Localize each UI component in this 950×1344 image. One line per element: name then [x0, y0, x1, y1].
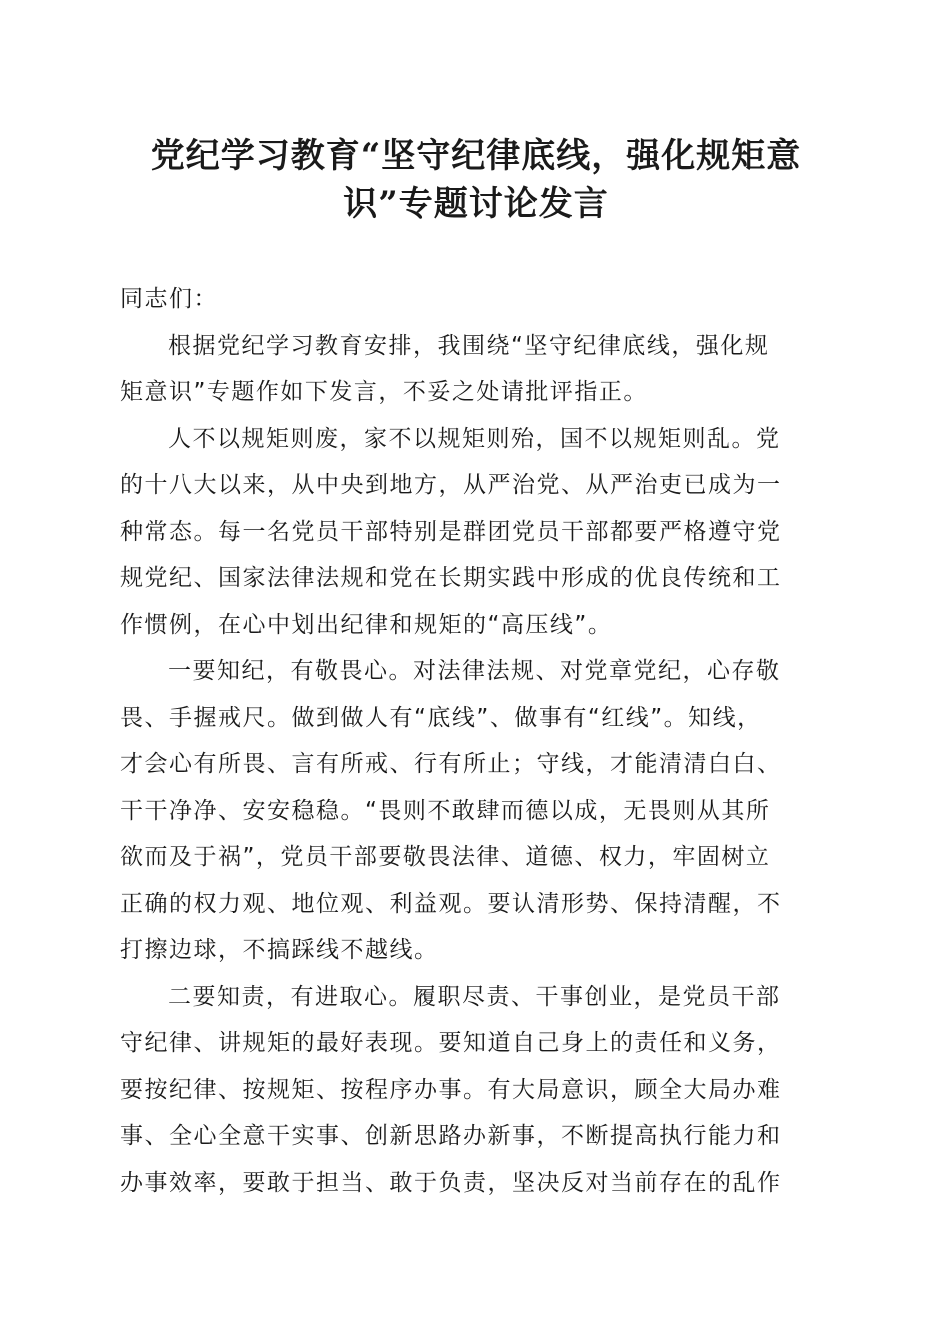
paragraph-line: 人不以规矩则废，家不以规矩则殆，国不以规矩则乱。党 [168, 425, 781, 452]
paragraph-line: 畏、手握戒尺。做到做人有“底线”、做事有“红线”。知线， [120, 704, 762, 731]
paragraph-line: 规党纪、国家法律法规和党在长期实践中形成的优良传统和工 [120, 565, 782, 591]
document-title [120, 132, 832, 228]
paragraph-2 [120, 416, 832, 649]
paragraph-line: 事、全心全意干实事、创新思路办新事，不断提高执行能力和 [120, 1123, 782, 1149]
paragraph-line: 要按纪律、按规矩、按程序办事。有大局意识，顾全大局办难 [120, 1076, 782, 1103]
paragraph-line: 的十八大以来，从中央到地方，从严治党、从严治吏已成为一 [120, 472, 782, 498]
paragraph-4 [120, 974, 832, 1207]
paragraph-line: 欲而及于祸”，党员干部要敬畏法律、道德、权力，牢固树立 [120, 844, 771, 870]
document-page [120, 132, 832, 1206]
title-line-2: 识”专题讨论发言 [343, 184, 609, 224]
paragraph-line: 才会心有所畏、言有所戒、行有所止；守线，才能清清白白、 [120, 751, 782, 777]
paragraph-line: 种常态。每一名党员干部特别是群团党员干部都要严格遵守党 [120, 518, 782, 545]
salutation: 同志们： [120, 286, 218, 312]
paragraph-line: 矩意识”专题作如下发言，不妥之处请批评指正。 [120, 379, 648, 405]
paragraph-line: 作惯例，在心中划出纪律和规矩的“高压线”。 [120, 611, 613, 638]
paragraph-1 [120, 323, 832, 416]
paragraph-line: 守纪律、讲规矩的最好表现。要知道自己身上的责任和义务， [120, 1030, 782, 1056]
paragraph-line: 打擦边球，不搞踩线不越线。 [120, 937, 439, 963]
title-line-1: 党纪学习教育“坚守纪律底线，强化规矩意 [150, 136, 802, 176]
paragraph-line: 根据党纪学习教育安排，我围绕“坚守纪律底线，强化规 [168, 332, 770, 359]
paragraph-line: 正确的权力观、地位观、利益观。要认清形势、保持清醒，不 [120, 890, 782, 917]
paragraph-line: 干干净净、安安稳稳。“畏则不敢肆而德以成，无畏则从其所 [120, 797, 771, 824]
paragraph-line: 一要知纪，有敬畏心。对法律法规、对党章党纪，心存敬 [168, 658, 781, 684]
paragraph-line: 二要知责，有进取心。履职尽责、干事创业，是党员干部 [168, 983, 781, 1010]
paragraph-3 [120, 648, 832, 974]
paragraph-line: 办事效率，要敢于担当、敢于负责，坚决反对当前存在的乱作 [120, 1169, 782, 1196]
document-body [120, 276, 832, 1206]
